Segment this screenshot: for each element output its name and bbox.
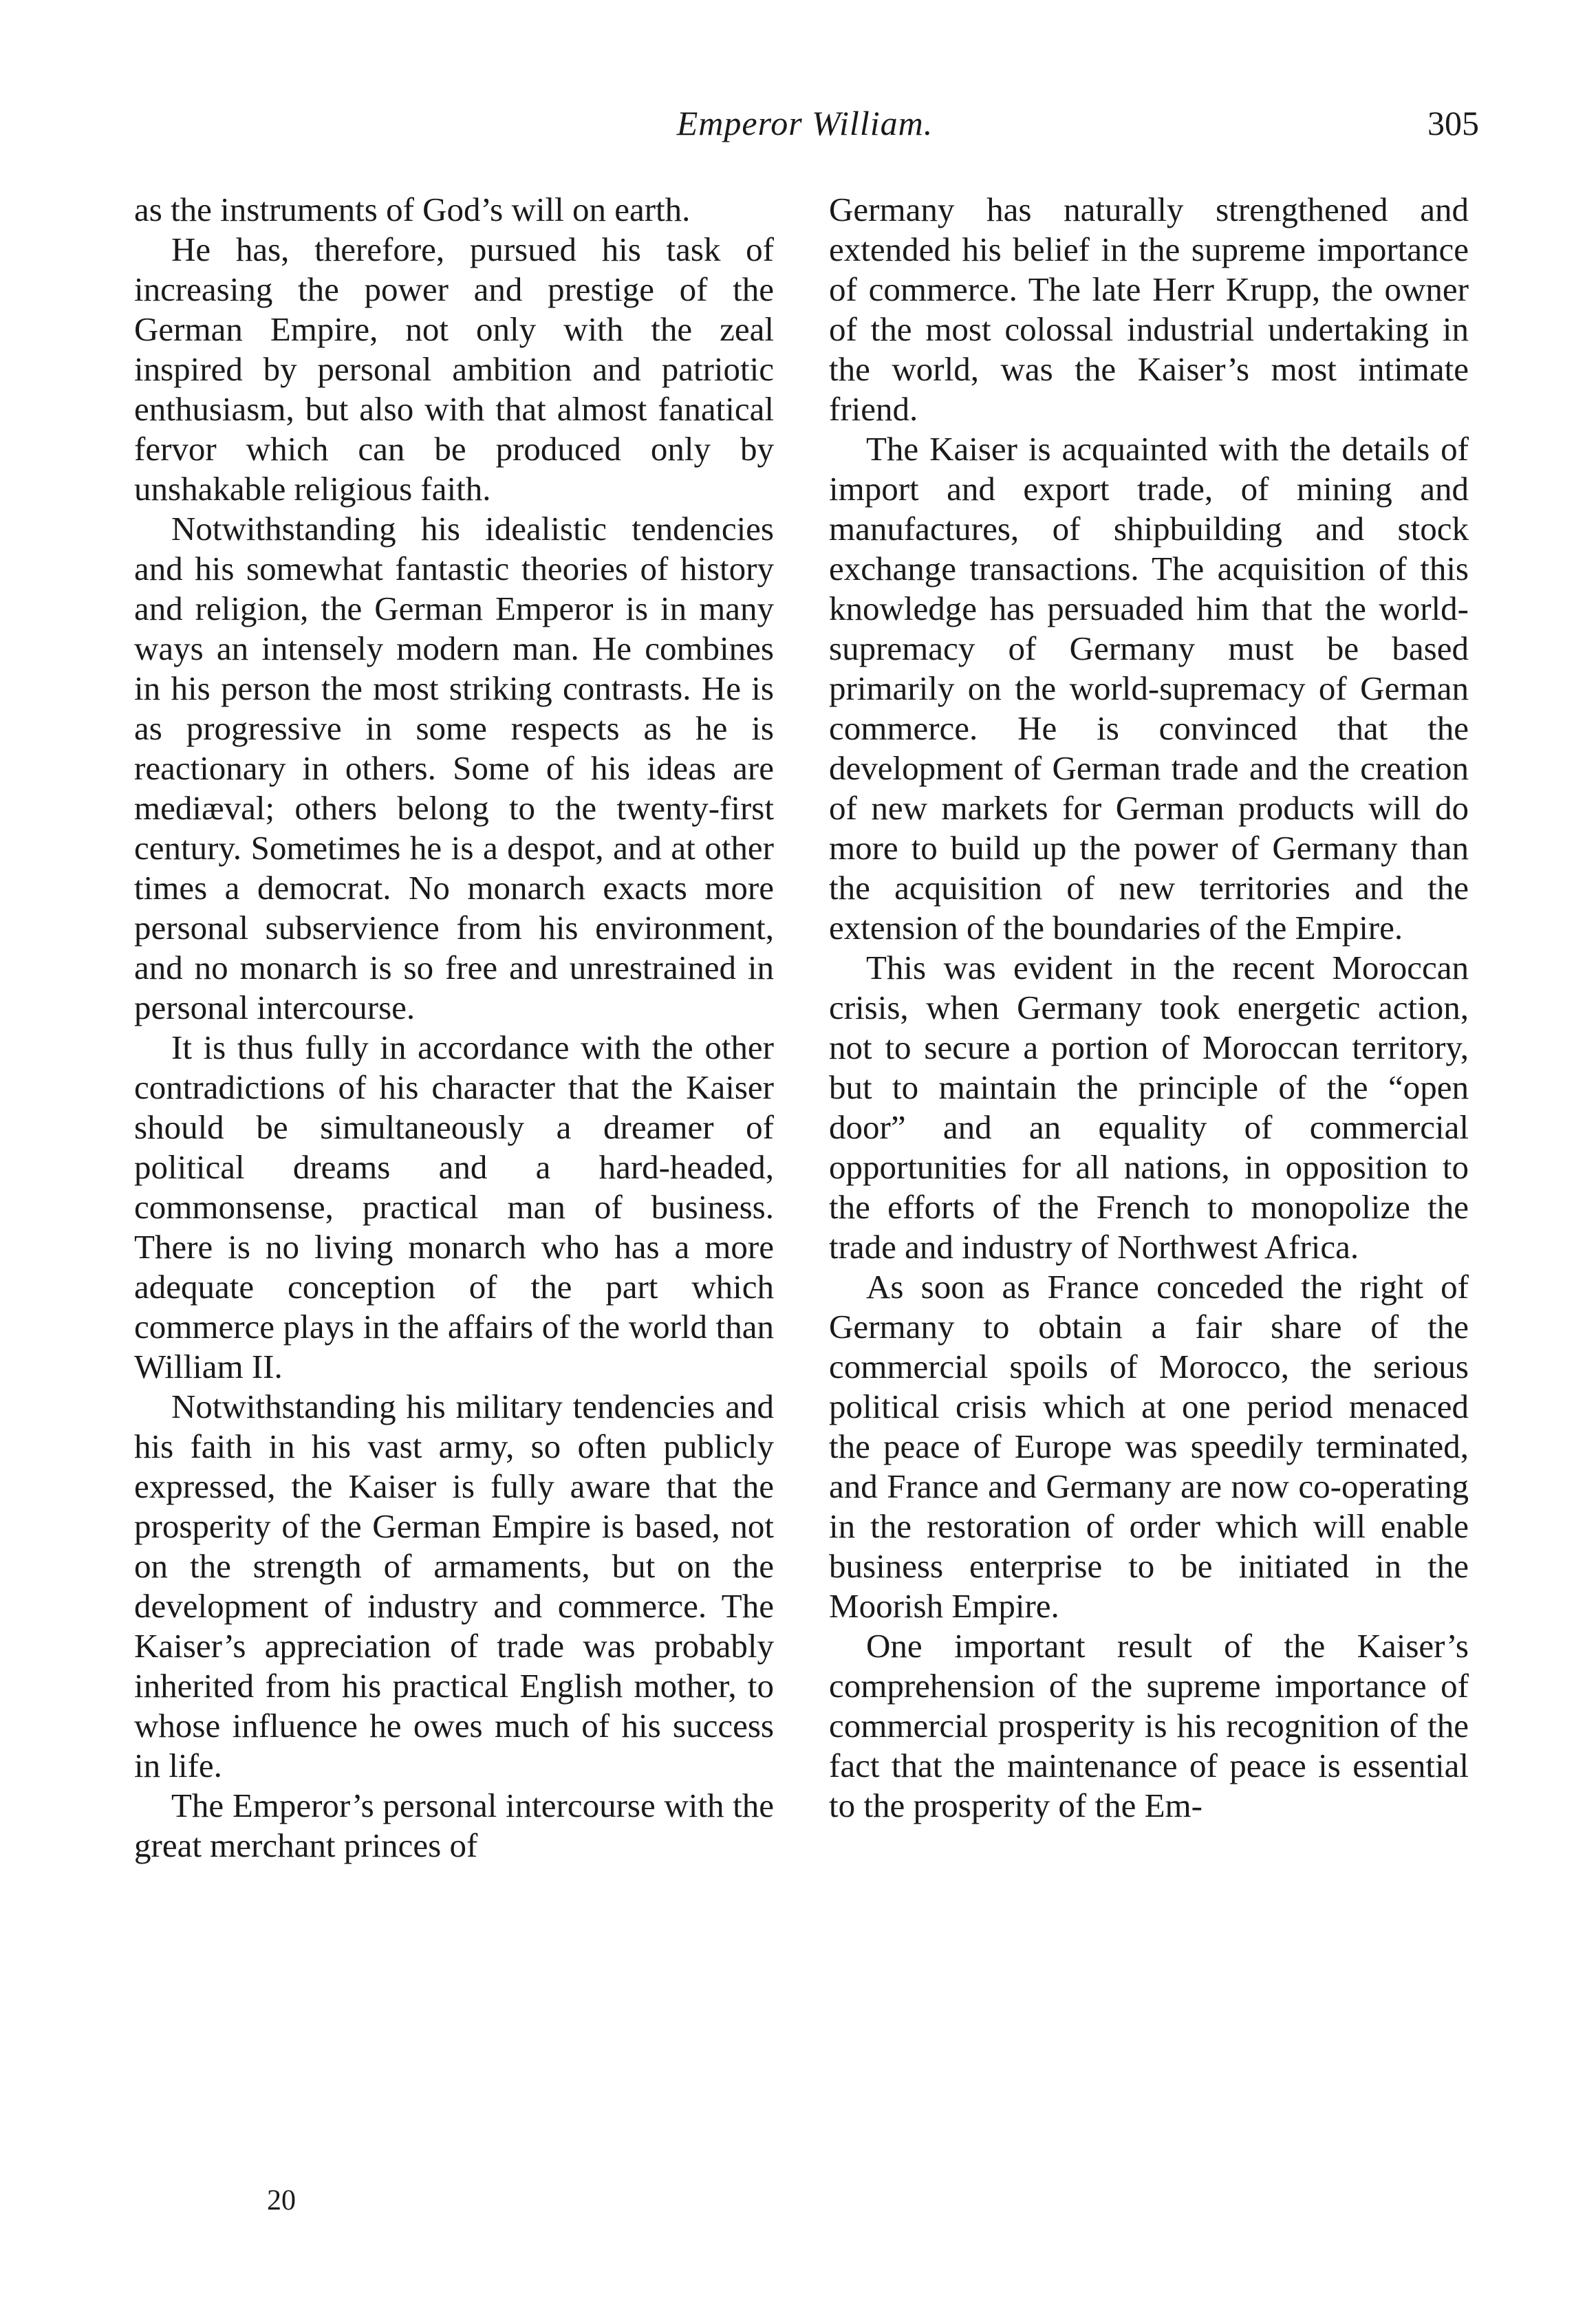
paragraph: The Emperor’s personal intercourse with the great merchant princes of [134,1787,774,1864]
paragraph: One important result of the Kaiser’s comprehension of the supreme importance of commercial prosperity is his recognition of the fact that the maintenance of peace is essential to the prosperity of the Em- [829,1627,1469,1824]
left-column [134,190,774,1866]
running-title: Emperor William. [676,104,934,142]
paragraph: He has, therefore, pursued his task of increasing the power and prestige of the German Empire, not only with the zeal inspired by personal ambition and patriotic enthusiasm, but also with that almost fanatical fervor which can be produced only by unshakable religious faith. [134,230,774,508]
paragraph: as the instruments of God’s will on earth. [134,191,691,228]
paragraph: The Kaiser is acquainted with the details of import and export trade, of mining and manufactures, of shipbuilding and stock exchange transactions. The acquisition of this knowledge has persuaded him that the world-supremacy of Germany must be based primarily on the world-supremacy of German commerce. He is convinced that the development of German trade and the creation of new markets for German products will do more to build up the power of Germany than the acquisition of new territories and the extension of the boundaries of the Empire. [829,430,1469,947]
right-column [829,190,1469,1826]
page-number: 305 [1427,104,1479,142]
paragraph: This was evident in the recent Moroccan crisis, when Germany took energetic action, not to secure a portion of Moroccan territory, but to maintain the principle of the “open door” and an equality of commercial opportunities for all nations, in opposition to the efforts of the French to monopolize the trade and industry of Northwest Africa. [829,949,1469,1266]
paragraph: As soon as France conceded the right of Germany to obtain a fair share of the commercial spoils of Morocco, the serious political crisis which at one period menaced the peace of Europe was speedily terminated, and France and Germany are now co-operating in the restoration of order which will enable business enterprise to be initiated in the Moorish Empire. [829,1268,1469,1625]
paragraph: Germany has naturally strengthened and extended his belief in the supreme importance of commerce. The late Herr Krupp, the owner of the most colossal industrial undertaking in the world, was the Kaiser’s most intimate friend. [829,191,1469,428]
signature-mark: 20 [267,2185,296,2216]
paragraph: Notwithstanding his idealistic tendencies and his somewhat fantastic theories of history and religion, the German Emperor is in many ways an intensely modern man. He combines in his person the most striking contrasts. He is as progressive in some respects as he is reactionary in others. Some of his ideas are mediæval; others belong to the twenty-first century. Sometimes he is a despot, and at other times a democrat. No monarch exacts more personal subservience from his environment, and no monarch is so free and unrestrained in personal intercourse. [134,510,774,1026]
running-head [131,103,1479,158]
paragraph: It is thus fully in accordance with the other contradictions of his character that the Kaiser should be simultaneously a dreamer of political dreams and a hard-headed, commonsense, practical man of business. There is no living monarch who has a more adequate conception of the part which commerce plays in the affairs of the world than William II. [134,1028,774,1385]
paragraph: Notwithstanding his military tendencies and his faith in his vast army, so often publicly expressed, the Kaiser is fully aware that the prosperity of the German Empire is based, not on the strength of armaments, but on the development of industry and commerce. The Kaiser’s appreciation of trade was probably inherited from his practical English mother, to whose influence he owes much of his success in life. [134,1388,774,1784]
